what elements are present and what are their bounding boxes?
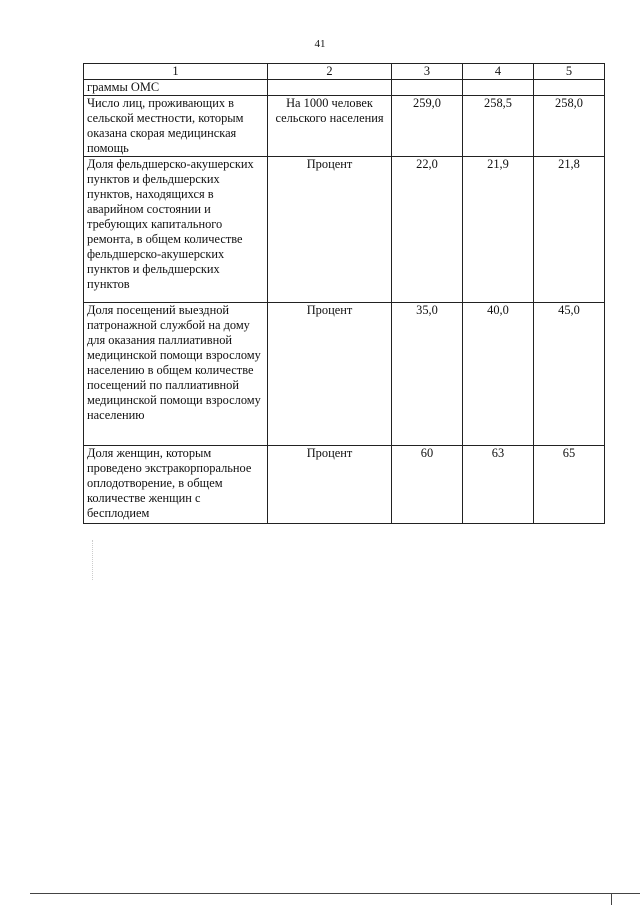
column-header: 2 — [268, 64, 392, 80]
unit-cell: Процент — [268, 157, 392, 303]
indicators-table — [83, 63, 605, 524]
value-cell: 22,0 — [392, 157, 463, 303]
value-cell — [463, 80, 534, 96]
table-row — [84, 446, 605, 524]
value-cell: 40,0 — [463, 303, 534, 446]
column-header: 5 — [534, 64, 605, 80]
indicator-cell: Доля посещений выездной патронажной службой на дому для оказания паллиативной медицинской помощи взрослому населению в общем количестве посещений по паллиативной медицинской помощи взрослому населению — [84, 303, 268, 446]
value-cell: 259,0 — [392, 96, 463, 157]
table-row — [84, 80, 605, 96]
indicator-cell: Доля фельдшерско-акушерских пунктов и фельдшерских пунктов, находящихся в аварийном состоянии и требующих капитального ремонта, в общем количестве фельдшерско-акушерских пунктов и фельдшерских пунктов — [84, 157, 268, 303]
value-cell: 21,9 — [463, 157, 534, 303]
value-cell: 35,0 — [392, 303, 463, 446]
scan-bottom-edge — [30, 893, 640, 894]
value-cell: 65 — [534, 446, 605, 524]
table-row — [84, 303, 605, 446]
table-header-row — [84, 64, 605, 80]
scan-corner-mark — [611, 893, 612, 905]
value-cell: 45,0 — [534, 303, 605, 446]
value-cell: 21,8 — [534, 157, 605, 303]
value-cell: 60 — [392, 446, 463, 524]
indicator-cell: Число лиц, проживающих в сельской местности, которым оказана скорая медицинская помощь — [84, 96, 268, 157]
value-cell: 258,0 — [534, 96, 605, 157]
indicator-cell: граммы ОМС — [84, 80, 268, 96]
unit-cell: Процент — [268, 303, 392, 446]
table-row — [84, 96, 605, 157]
scan-artifact-line — [92, 540, 94, 580]
unit-cell — [268, 80, 392, 96]
column-header: 1 — [84, 64, 268, 80]
page-number: 41 — [314, 38, 326, 50]
value-cell: 63 — [463, 446, 534, 524]
unit-cell: Процент — [268, 446, 392, 524]
table-row — [84, 157, 605, 303]
value-cell — [392, 80, 463, 96]
column-header: 3 — [392, 64, 463, 80]
value-cell — [534, 80, 605, 96]
unit-cell: На 1000 человек сельского населения — [268, 96, 392, 157]
value-cell: 258,5 — [463, 96, 534, 157]
indicator-cell: Доля женщин, которым проведено экстракорпоральное оплодотворение, в общем количестве женщин с бесплодием — [84, 446, 268, 524]
column-header: 4 — [463, 64, 534, 80]
